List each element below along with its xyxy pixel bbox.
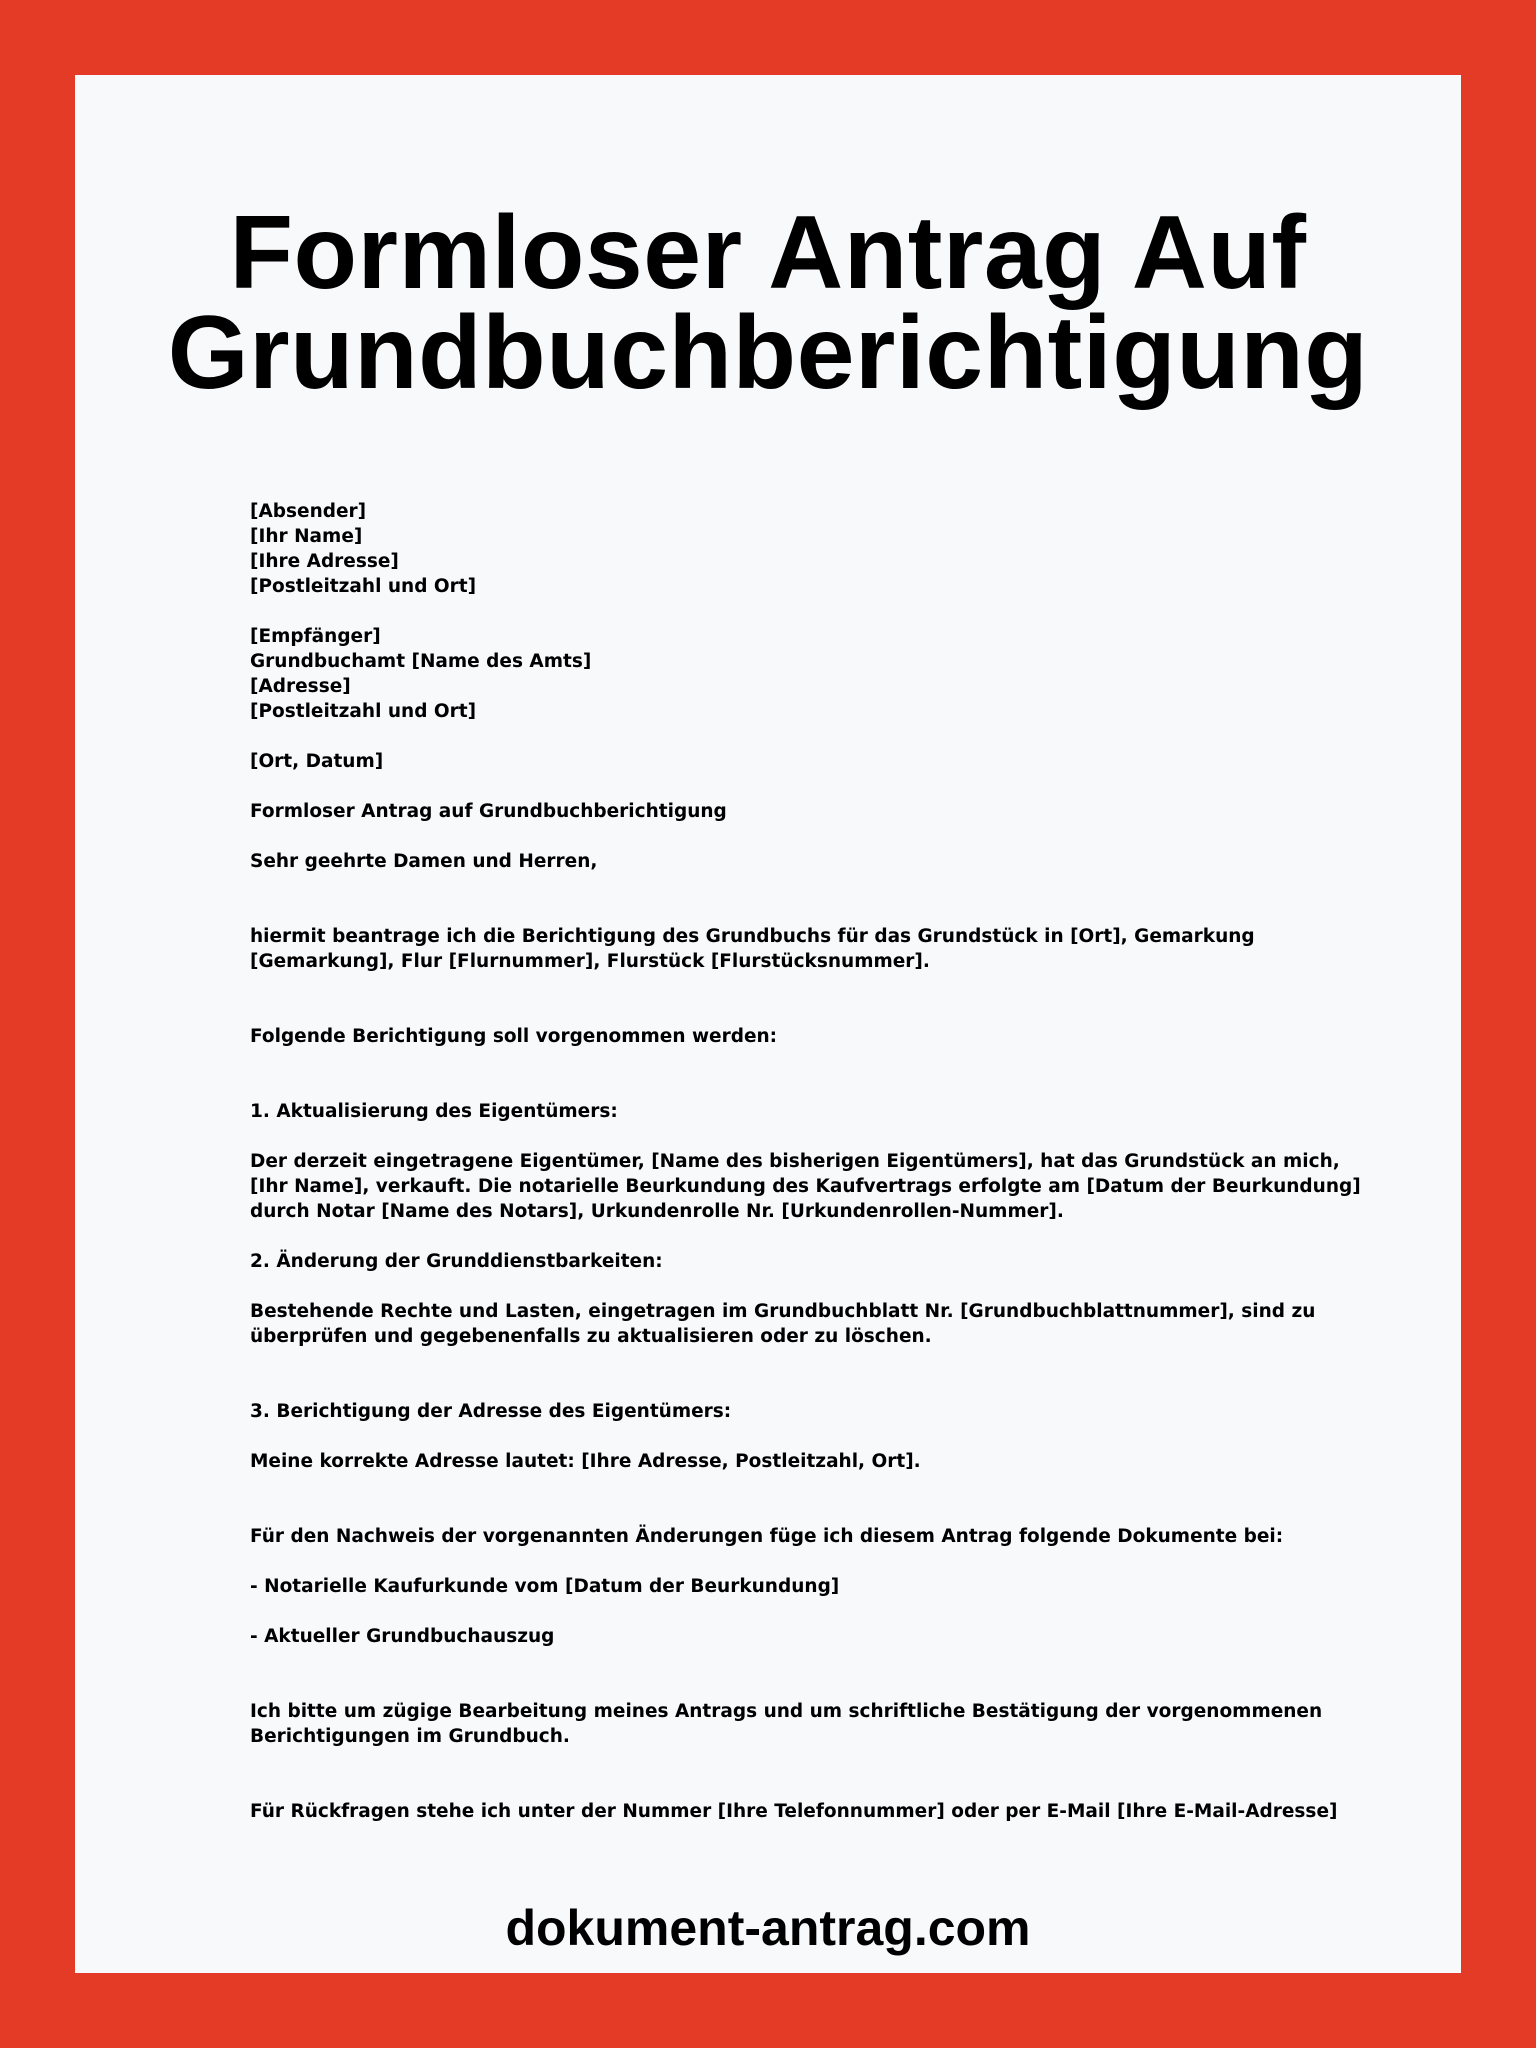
section-2-paragraph <box>250 1299 1330 1349</box>
sender-city: [Postleitzahl und Ort] <box>250 576 477 597</box>
sender-label: [Absender] <box>250 501 367 522</box>
recipient-city: [Postleitzahl und Ort] <box>250 701 477 722</box>
request-paragraph <box>250 1699 1330 1749</box>
sender-name: [Ihr Name] <box>250 526 363 547</box>
page-title <box>75 195 1461 411</box>
intro-line-2: [Gemarkung], Flur [Flurnummer], Flurstück [Flurstücksnummer]. <box>250 951 930 972</box>
section-1-line-3: durch Notar [Name des Notars], Urkundenrolle Nr. [Urkundenrollen-Nummer]. <box>250 1201 1064 1222</box>
section-1-paragraph <box>250 1149 1361 1224</box>
corrections-intro: Folgende Berichtigung soll vorgenommen werden: <box>250 1026 778 1047</box>
section-1-heading: 1. Aktualisierung des Eigentümers: <box>250 1101 618 1122</box>
subject-line: Formloser Antrag auf Grundbuchberichtigung <box>250 801 727 822</box>
title-line-2: Grundbuchberichtigung <box>167 295 1369 411</box>
footer-site-link[interactable]: dokument-antrag.com <box>505 1900 1031 1956</box>
documents-item-2: - Aktueller Grundbuchauszug <box>250 1626 555 1647</box>
section-1-line-1: Der derzeit eingetragene Eigentümer, [Name des bisherigen Eigentümers], hat das Grundstück an mich, <box>250 1151 1340 1172</box>
intro-line-1: hiermit beantrage ich die Berichtigung des Grundbuchs für das Grundstück in [Ort], Gemarkung <box>250 926 1255 947</box>
contact-line: Für Rückfragen stehe ich unter der Nummer [Ihre Telefonnummer] oder per E-Mail [Ihre E-Mail-Adresse] <box>250 1801 1338 1822</box>
section-2-line-2: überprüfen und gegebenenfalls zu aktualisieren oder zu löschen. <box>250 1326 932 1347</box>
sender-block <box>250 499 1330 599</box>
section-3-heading: 3. Berichtigung der Adresse des Eigentümers: <box>250 1401 732 1422</box>
request-line-1: Ich bitte um zügige Bearbeitung meines Antrags und um schriftliche Bestätigung der vorgenommenen <box>250 1701 1323 1722</box>
title-line-1: Formloser Antrag Auf <box>229 195 1307 311</box>
section-3-line-1: Meine korrekte Adresse lautet: [Ihre Adresse, Postleitzahl, Ort]. <box>250 1451 921 1472</box>
recipient-address: [Adresse] <box>250 676 351 697</box>
section-1-line-2: [Ihr Name], verkauft. Die notarielle Beurkundung des Kaufvertrags erfolgte am [Datum der Beurkundung] <box>250 1176 1361 1197</box>
salutation: Sehr geehrte Damen und Herren, <box>250 851 598 872</box>
documents-intro: Für den Nachweis der vorgenannten Änderungen füge ich diesem Antrag folgende Dokumente bei: <box>250 1526 1284 1547</box>
documents-item-1: - Notarielle Kaufurkunde vom [Datum der Beurkundung] <box>250 1576 840 1597</box>
recipient-office: Grundbuchamt [Name des Amts] <box>250 651 592 672</box>
recipient-block <box>250 624 1330 724</box>
letter-body <box>250 499 1361 1824</box>
section-2-line-1: Bestehende Rechte und Lasten, eingetragen im Grundbuchblatt Nr. [Grundbuchblattnummer], sind zu <box>250 1301 1316 1322</box>
place-date: [Ort, Datum] <box>250 751 384 772</box>
sender-address: [Ihre Adresse] <box>250 551 399 572</box>
document-page <box>75 75 1461 1973</box>
recipient-label: [Empfänger] <box>250 626 381 647</box>
section-2-heading: 2. Änderung der Grunddienstbarkeiten: <box>250 1251 663 1272</box>
request-line-2: Berichtigungen im Grundbuch. <box>250 1726 570 1747</box>
intro-paragraph <box>250 924 1330 974</box>
